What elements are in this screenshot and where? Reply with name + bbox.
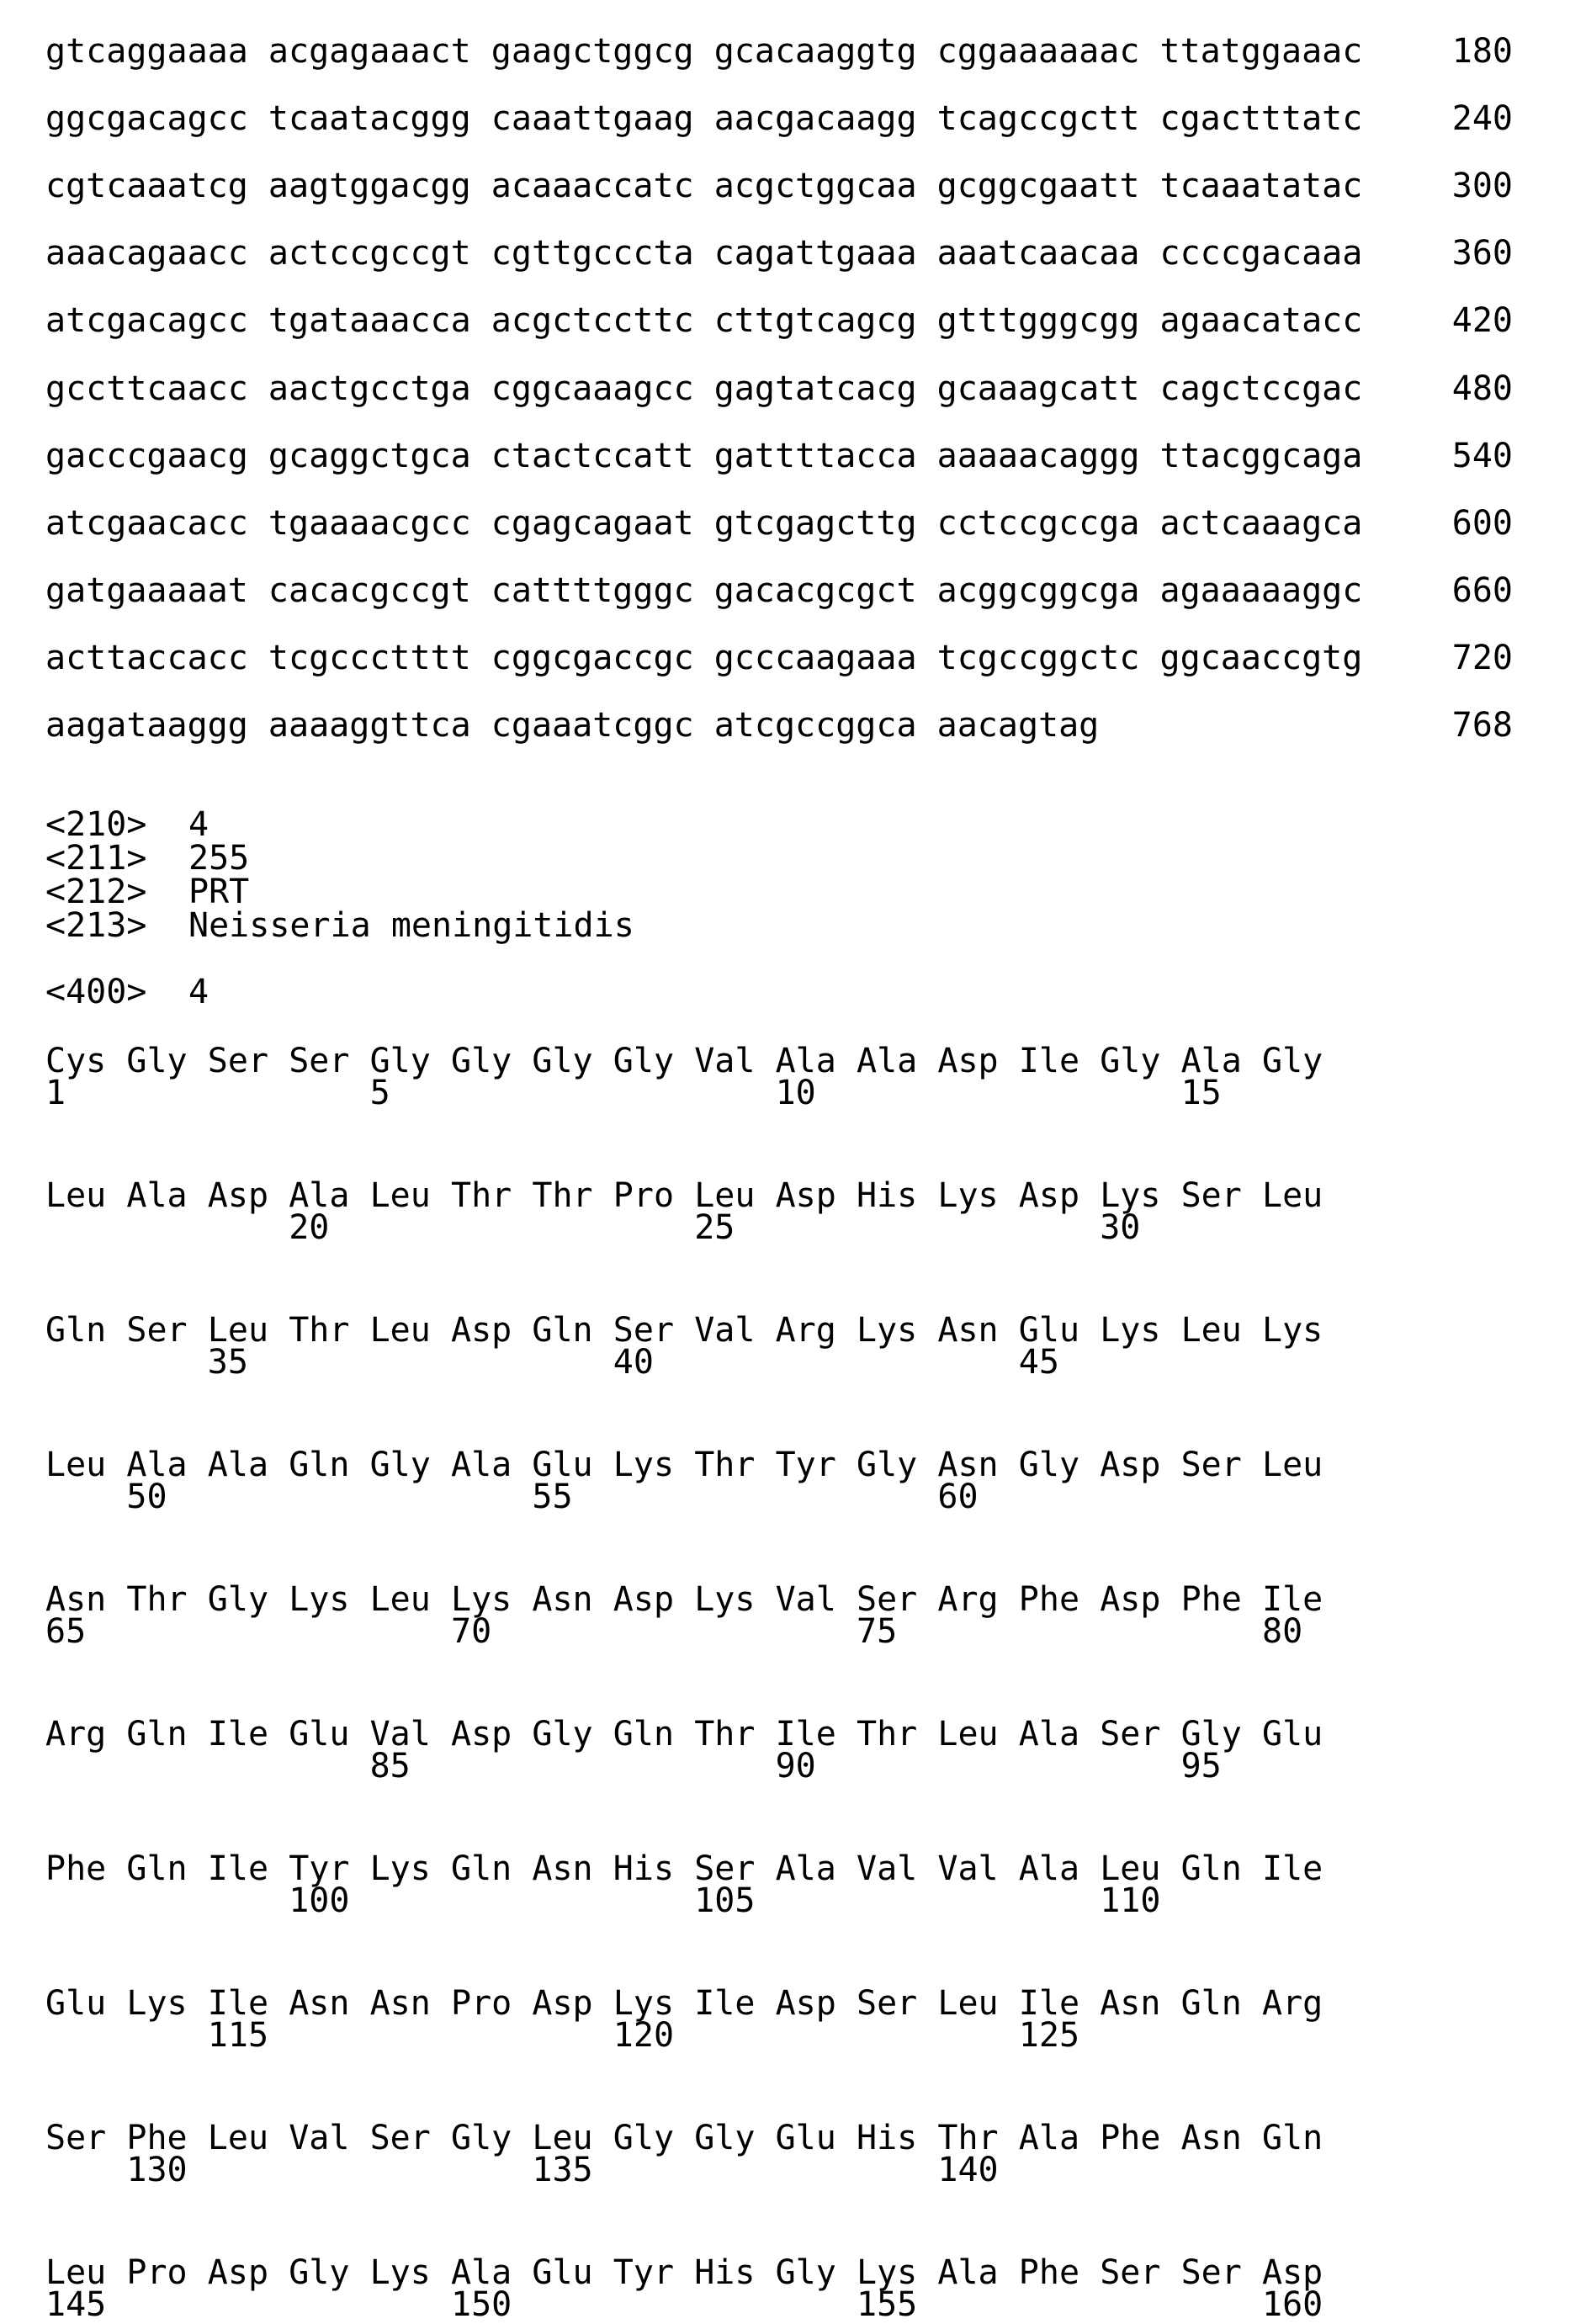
residue: Gln <box>1181 1850 1242 1887</box>
residue: Ala <box>208 1446 268 1483</box>
residue: Asp <box>1100 1581 1160 1618</box>
residue: Phe <box>45 1850 106 1887</box>
residue-position-number: 30 <box>1100 1209 1140 1246</box>
residue: Lys <box>370 1850 431 1887</box>
residue: Glu <box>776 2120 836 2157</box>
residue: Ile <box>208 1850 268 1887</box>
residue: Ile <box>208 1985 268 2022</box>
residue: Pro <box>451 1985 512 2022</box>
residue: Lys <box>937 1177 998 1214</box>
residue: Gly <box>208 1581 268 1618</box>
residue: Gly <box>613 1043 674 1080</box>
residue: Ala <box>1019 2120 1079 2157</box>
organism-value: Neisseria meningitidis <box>188 909 634 942</box>
residue: Ser <box>289 1043 349 1080</box>
residue: Asn <box>1100 1985 1160 2022</box>
residue-position-number: 100 <box>289 1882 349 1919</box>
residue: His <box>857 2120 917 2157</box>
dna-position-number: 540 <box>1452 438 1513 475</box>
residue: Ser <box>613 1312 674 1349</box>
residue: Gly <box>1019 1446 1079 1483</box>
residue: Ser <box>1181 1177 1242 1214</box>
residue-position-number: 1 <box>45 1074 66 1112</box>
residue: Ile <box>1262 1581 1323 1618</box>
seq-id-value: 4 <box>188 808 209 841</box>
residue: Glu <box>532 1446 592 1483</box>
residue: Leu <box>208 2120 268 2157</box>
residue: Leu <box>1100 1850 1160 1887</box>
residue-position-number: 125 <box>1019 2017 1079 2054</box>
residue: Asp <box>776 1985 836 2022</box>
residue-position-number: 150 <box>451 2286 512 2323</box>
residue-position-number: 85 <box>370 1748 411 1785</box>
residue: Lys <box>857 1312 917 1349</box>
residue: Gln <box>289 1446 349 1483</box>
residue: Asn <box>45 1581 106 1618</box>
residue: Lys <box>1262 1312 1323 1349</box>
residue: Val <box>694 1312 755 1349</box>
residue: Ser <box>1100 2254 1160 2291</box>
dna-position-number: 660 <box>1452 572 1513 609</box>
residue: Leu <box>532 2120 592 2157</box>
organism-tag: <213> <box>45 909 146 942</box>
residue: Leu <box>208 1312 268 1349</box>
residue: Ser <box>1100 1716 1160 1753</box>
residue: Ser <box>45 2120 106 2157</box>
residue-position-number: 160 <box>1262 2286 1323 2323</box>
residue: His <box>694 2254 755 2291</box>
residue: Lys <box>613 1446 674 1483</box>
residue: Phe <box>1019 1581 1079 1618</box>
residue-position-number: 90 <box>776 1748 816 1785</box>
residue: Phe <box>1100 2120 1160 2157</box>
residue: Gly <box>126 1043 187 1080</box>
residue: Gln <box>1181 1985 1242 2022</box>
dna-position-number: 300 <box>1452 167 1513 204</box>
residue: Ala <box>451 2254 512 2291</box>
residue: Thr <box>289 1312 349 1349</box>
residue: Ser <box>694 1850 755 1887</box>
residue: Thr <box>857 1716 917 1753</box>
residue: Leu <box>937 1716 998 1753</box>
residue: Leu <box>1262 1177 1323 1214</box>
residue: Ser <box>370 2120 431 2157</box>
residue: Ala <box>857 1043 917 1080</box>
residue: Leu <box>1262 1446 1323 1483</box>
residue: Gly <box>532 1043 592 1080</box>
residue: Gly <box>694 2120 755 2157</box>
residue: Asp <box>776 1177 836 1214</box>
dna-position-number: 240 <box>1452 100 1513 137</box>
residue: Leu <box>694 1177 755 1214</box>
residue: Gly <box>613 2120 674 2157</box>
residue-position-number: 110 <box>1100 1882 1160 1919</box>
residue: Phe <box>1019 2254 1079 2291</box>
residue-position-number: 105 <box>694 1882 755 1919</box>
dna-sequence-line: aaacagaacc actccgccgt cgttgcccta cagattgaaa aaatcaacaa ccccgacaaa <box>45 235 1362 272</box>
dna-sequence-line: ggcgacagcc tcaatacggg caaattgaag aacgacaagg tcagccgctt cgactttatc <box>45 100 1362 137</box>
residue: Gln <box>126 1850 187 1887</box>
residue: Glu <box>532 2254 592 2291</box>
residue: Gly <box>370 1043 431 1080</box>
residue: Asp <box>208 2254 268 2291</box>
residue: Thr <box>694 1446 755 1483</box>
residue: Ser <box>1181 2254 1242 2291</box>
residue: Ser <box>1181 1446 1242 1483</box>
residue: Gly <box>1181 1716 1242 1753</box>
residue: Gly <box>370 1446 431 1483</box>
residue: Lys <box>857 2254 917 2291</box>
dna-sequence-line: acttaccacc tcgccctttt cggcgaccgc gcccaagaaa tcgccggctc ggcaaccgtg <box>45 639 1362 677</box>
residue: Ala <box>1019 1850 1079 1887</box>
residue: Thr <box>451 1177 512 1214</box>
residue: Ile <box>1262 1850 1323 1887</box>
residue: Ala <box>937 2254 998 2291</box>
residue: Asp <box>451 1716 512 1753</box>
residue: Val <box>857 1850 917 1887</box>
residue: Ile <box>776 1716 836 1753</box>
residue: Arg <box>937 1581 998 1618</box>
dna-sequence-line: cgtcaaatcg aagtggacgg acaaaccatc acgctggcaa gcggcgaatt tcaaatatac <box>45 167 1362 204</box>
dna-position-number: 720 <box>1452 639 1513 677</box>
residue-position-number: 10 <box>776 1074 816 1112</box>
residue: Ala <box>289 1177 349 1214</box>
residue: Glu <box>1262 1716 1323 1753</box>
residue: Val <box>937 1850 998 1887</box>
residue: Ser <box>857 1985 917 2022</box>
residue: Gln <box>532 1312 592 1349</box>
residue: Ala <box>126 1446 187 1483</box>
residue: Arg <box>776 1312 836 1349</box>
residue: Asp <box>532 1985 592 2022</box>
residue-position-number: 5 <box>370 1074 390 1112</box>
residue: Lys <box>289 1581 349 1618</box>
residue: Val <box>694 1043 755 1080</box>
dna-sequence-line: atcgacagcc tgataaacca acgctccttc cttgtcagcg gtttgggcgg agaacatacc <box>45 302 1362 339</box>
residue: Leu <box>370 1177 431 1214</box>
residue: Tyr <box>289 1850 349 1887</box>
residue: Lys <box>694 1581 755 1618</box>
residue-position-number: 15 <box>1181 1074 1222 1112</box>
residue: Gln <box>451 1850 512 1887</box>
residue: Asp <box>1100 1446 1160 1483</box>
dna-position-number: 420 <box>1452 302 1513 339</box>
residue: Gly <box>451 1043 512 1080</box>
dna-position-number: 768 <box>1452 707 1513 744</box>
residue: Ala <box>776 1043 836 1080</box>
residue: Ser <box>208 1043 268 1080</box>
type-tag: <212> <box>45 875 146 909</box>
residue: Ile <box>1019 1985 1079 2022</box>
residue: Ser <box>857 1581 917 1618</box>
dna-sequence-line: aagataaggg aaaaggttca cgaaatcggc atcgccggca aacagtag <box>45 707 1099 744</box>
residue: Cys <box>45 1043 106 1080</box>
residue: Gly <box>532 1716 592 1753</box>
dna-sequence-line: gccttcaacc aactgcctga cggcaaagcc gagtatcacg gcaaagcatt cagctccgac <box>45 370 1362 407</box>
residue: Asp <box>451 1312 512 1349</box>
residue: His <box>613 1850 674 1887</box>
type-value: PRT <box>188 875 249 909</box>
residue: Ala <box>776 1850 836 1887</box>
residue-position-number: 95 <box>1181 1748 1222 1785</box>
residue: Ser <box>126 1312 187 1349</box>
residue: Gly <box>857 1446 917 1483</box>
residue: Leu <box>937 1985 998 2022</box>
residue: Lys <box>370 2254 431 2291</box>
residue: Arg <box>1262 1985 1323 2022</box>
residue-position-number: 20 <box>289 1209 329 1246</box>
length-value: 255 <box>188 841 249 875</box>
sequence-tag: <400> <box>45 975 146 1009</box>
residue-position-number: 140 <box>937 2152 998 2189</box>
residue: Leu <box>1181 1312 1242 1349</box>
residue: Lys <box>1100 1312 1160 1349</box>
residue: Ala <box>451 1446 512 1483</box>
residue-position-number: 25 <box>694 1209 735 1246</box>
residue: Ile <box>208 1716 268 1753</box>
residue: Gly <box>1262 1043 1323 1080</box>
residue: Thr <box>532 1177 592 1214</box>
residue: Thr <box>694 1716 755 1753</box>
dna-sequence-line: atcgaacacc tgaaaacgcc cgagcagaat gtcgagcttg cctccgccga actcaaagca <box>45 505 1362 542</box>
residue: Asp <box>613 1581 674 1618</box>
residue: Asn <box>289 1985 349 2022</box>
residue-position-number: 80 <box>1262 1613 1302 1650</box>
residue: Ile <box>1019 1043 1079 1080</box>
dna-position-number: 600 <box>1452 505 1513 542</box>
residue: Lys <box>451 1581 512 1618</box>
residue-position-number: 145 <box>45 2286 106 2323</box>
residue: Ala <box>126 1177 187 1214</box>
residue: Glu <box>289 1716 349 1753</box>
residue: Leu <box>370 1581 431 1618</box>
residue: Gly <box>776 2254 836 2291</box>
residue-position-number: 155 <box>857 2286 917 2323</box>
residue: Asn <box>532 1850 592 1887</box>
residue: Lys <box>613 1985 674 2022</box>
residue: Glu <box>45 1985 106 2022</box>
residue: Leu <box>45 1446 106 1483</box>
residue-position-number: 65 <box>45 1613 86 1650</box>
residue-position-number: 60 <box>937 1478 978 1515</box>
residue-position-number: 120 <box>613 2017 674 2054</box>
residue-position-number: 50 <box>126 1478 167 1515</box>
residue-position-number: 75 <box>857 1613 897 1650</box>
residue: Ala <box>1181 1043 1242 1080</box>
residue: Gln <box>126 1716 187 1753</box>
residue: Ala <box>1019 1716 1079 1753</box>
dna-position-number: 480 <box>1452 370 1513 407</box>
residue: Asn <box>1181 2120 1242 2157</box>
residue: Leu <box>370 1312 431 1349</box>
residue: Asp <box>1019 1177 1079 1214</box>
residue: Gln <box>1262 2120 1323 2157</box>
residue-position-number: 40 <box>613 1344 654 1381</box>
residue: Gly <box>1100 1043 1160 1080</box>
residue: Val <box>289 2120 349 2157</box>
residue: Thr <box>937 2120 998 2157</box>
residue: Tyr <box>776 1446 836 1483</box>
residue-position-number: 35 <box>208 1344 248 1381</box>
residue: Gln <box>613 1716 674 1753</box>
residue: Arg <box>45 1716 106 1753</box>
residue: Pro <box>126 2254 187 2291</box>
residue: Gly <box>289 2254 349 2291</box>
residue: Lys <box>1100 1177 1160 1214</box>
residue-position-number: 115 <box>208 2017 268 2054</box>
dna-sequence-line: gacccgaacg gcaggctgca ctactccatt gattttacca aaaaacaggg ttacggcaga <box>45 438 1362 475</box>
residue: Asp <box>1262 2254 1323 2291</box>
dna-sequence-line: gatgaaaaat cacacgccgt cattttgggc gacacgcgct acggcggcga agaaaaaggc <box>45 572 1362 609</box>
residue-position-number: 135 <box>532 2152 592 2189</box>
residue: Asn <box>370 1985 431 2022</box>
residue: Asp <box>208 1177 268 1214</box>
residue: Thr <box>126 1581 187 1618</box>
residue: Gln <box>45 1312 106 1349</box>
residue: Val <box>776 1581 836 1618</box>
residue: Val <box>370 1716 431 1753</box>
dna-position-number: 360 <box>1452 235 1513 272</box>
seq-id-tag: <210> <box>45 808 146 841</box>
residue: Leu <box>45 2254 106 2291</box>
residue: Ile <box>694 1985 755 2022</box>
residue: Glu <box>1019 1312 1079 1349</box>
residue: Asn <box>532 1581 592 1618</box>
residue: Pro <box>613 1177 674 1214</box>
sequence-tag-value: 4 <box>188 975 209 1009</box>
residue: Lys <box>126 1985 187 2022</box>
dna-sequence-line: gtcaggaaaa acgagaaact gaagctggcg gcacaaggtg cggaaaaaac ttatggaaac <box>45 33 1362 70</box>
dna-position-number: 180 <box>1452 33 1513 70</box>
residue-position-number: 55 <box>532 1478 572 1515</box>
residue: His <box>857 1177 917 1214</box>
residue: Phe <box>126 2120 187 2157</box>
residue: Asn <box>937 1312 998 1349</box>
residue: Asp <box>937 1043 998 1080</box>
residue: Leu <box>45 1177 106 1214</box>
residue: Asn <box>937 1446 998 1483</box>
residue-position-number: 130 <box>126 2152 187 2189</box>
residue-position-number: 70 <box>451 1613 491 1650</box>
length-tag: <211> <box>45 841 146 875</box>
residue: Gly <box>451 2120 512 2157</box>
residue: Tyr <box>613 2254 674 2291</box>
residue: Phe <box>1181 1581 1242 1618</box>
residue-position-number: 45 <box>1019 1344 1059 1381</box>
